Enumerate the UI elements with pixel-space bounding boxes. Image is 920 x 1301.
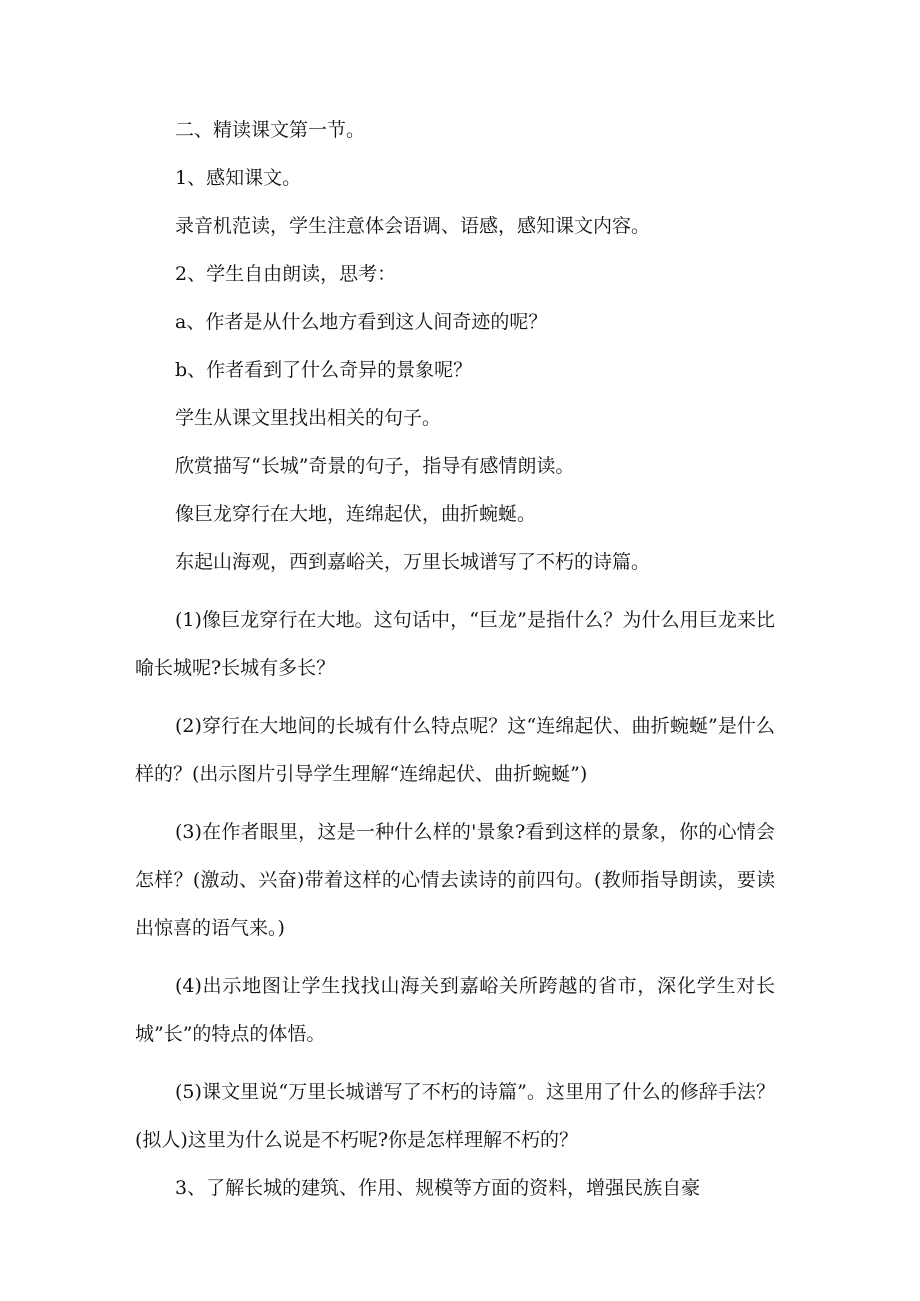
document-body [135, 116, 775, 1222]
section-heading: 二、精读课文第一节。 [175, 119, 366, 141]
paragraph: 录音机范读，学生注意体会语调、语感，感知课文内容。 [175, 215, 651, 237]
numbered-item: (1)像巨龙穿行在大地。这句话中，“巨龙”是指什么？为什么用巨龙来比喻长城呢?长城有多长？ [135, 609, 775, 679]
numbered-item: (2)穿行在大地间的长城有什么特点呢？这“连绵起伏、曲折蜿蜒”是什么样的？(出示图片引导学生理解“连绵起伏、曲折蜿蜒”) [135, 715, 775, 785]
step-heading: 2、学生自由朗读，思考： [175, 263, 397, 285]
numbered-item: (3)在作者眼里，这是一种什么样的'景象?看到这样的景象，你的心情会怎样？(激动、兴奋)带着这样的心情去读诗的前四句。(教师指导朗读，要读出惊喜的语气来。) [135, 821, 775, 939]
numbered-item: (4)出示地图让学生找找山海关到嘉峪关所跨越的省市，深化学生对长城”长”的特点的体悟。 [135, 975, 775, 1045]
step-heading: 1、感知课文。 [175, 167, 302, 189]
quoted-line: 像巨龙穿行在大地，连绵起伏，曲折蜿蜒。 [175, 503, 537, 525]
paragraph: 学生从课文里找出相关的句子。 [175, 407, 442, 429]
paragraph: 欣赏描写“长城”奇景的句子，指导有感情朗读。 [175, 455, 575, 477]
question-item: b、作者看到了什么奇异的景象呢？ [175, 359, 473, 381]
step-heading: 3、了解长城的建筑、作用、规模等方面的资料，增强民族自豪 [175, 1177, 701, 1199]
numbered-item: (5)课文里说“万里长城谱写了不朽的诗篇”。这里用了什么的修辞手法？(拟人)这里为什么说是不朽呢?你是怎样理解不朽的？ [135, 1081, 775, 1151]
quoted-line: 东起山海观，西到嘉峪关，万里长城谱写了不朽的诗篇。 [175, 551, 651, 573]
question-item: a、作者是从什么地方看到这人间奇迹的呢？ [175, 311, 548, 333]
